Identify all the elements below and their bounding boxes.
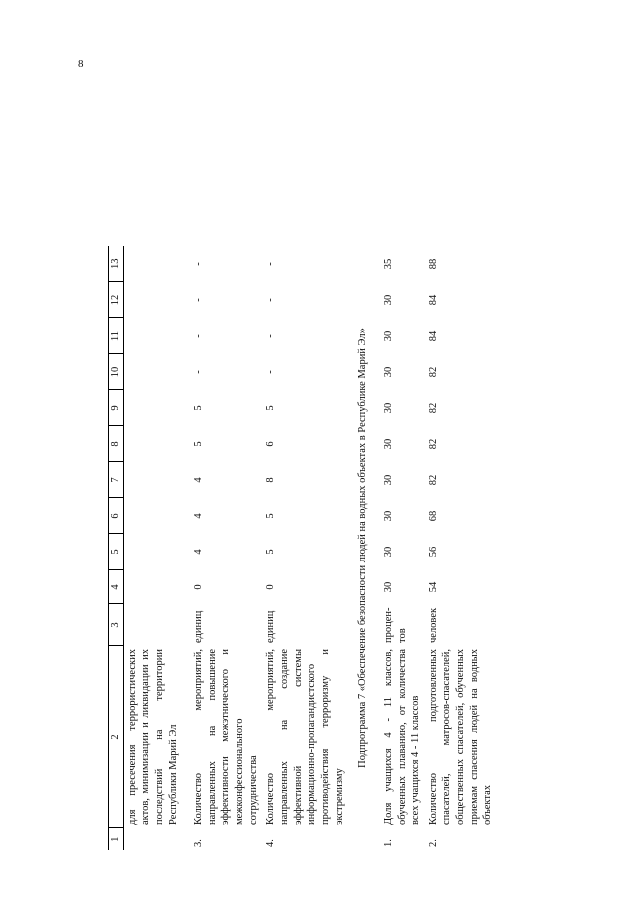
- indicator-name: для пресечения террористических актов, минимизации и ликвидации их последствий на территории Республики Марий Эл: [126, 649, 179, 825]
- header-cell: 10: [109, 354, 124, 390]
- subprogram-row: [348, 246, 380, 850]
- value-cell: 54: [427, 581, 439, 593]
- row-number: 3.: [193, 839, 205, 847]
- value-cell: 5: [193, 405, 205, 411]
- value-cell: 5: [265, 405, 277, 411]
- value-cell: 68: [427, 510, 439, 522]
- header-row: [109, 246, 124, 850]
- value-cell: 5: [265, 549, 277, 555]
- unit-cell: процен-тов: [382, 607, 408, 643]
- value-cell: 4: [193, 477, 205, 483]
- value-cell: -: [193, 334, 205, 338]
- value-cell: 30: [382, 294, 394, 306]
- value-cell: 84: [427, 294, 439, 306]
- header-cell: 1: [109, 828, 124, 850]
- table-row: [425, 246, 497, 850]
- value-cell: 6: [265, 441, 277, 447]
- header-cell: 3: [109, 604, 124, 646]
- table-row: [380, 246, 425, 850]
- header-cell: 12: [109, 282, 124, 318]
- value-cell: -: [265, 334, 277, 338]
- unit-cell: единиц: [193, 610, 205, 643]
- header-cell: 2: [109, 646, 124, 828]
- indicator-name: Доля учащихся 4 - 11 классов, обученных плаванию, от количества всех учащихся 4 - 11 классов: [382, 649, 422, 825]
- value-cell: 35: [382, 258, 394, 270]
- table-row: [262, 246, 348, 850]
- value-cell: 82: [427, 438, 439, 450]
- header-cell: 6: [109, 498, 124, 534]
- value-cell: 5: [193, 441, 205, 447]
- subprogram-title: Подпрограмма 7 «Обеспечение безопасности людей на водных объектах в Республике Марий Эл»: [357, 328, 369, 768]
- value-cell: 30: [382, 474, 394, 486]
- header-cell: 13: [109, 246, 124, 282]
- value-cell: 82: [427, 402, 439, 414]
- header-cell: 8: [109, 426, 124, 462]
- header-cell: 11: [109, 318, 124, 354]
- row-number: 2.: [427, 839, 439, 847]
- table-row: [123, 246, 190, 850]
- value-cell: 4: [193, 513, 205, 519]
- value-cell: 82: [427, 366, 439, 378]
- rotated-table-container: [108, 70, 528, 850]
- indicator-name: Количество мероприятий, направленных на повышение эффективности межэтнического и межконфессионального сотрудничества: [193, 649, 259, 825]
- value-cell: 30: [382, 330, 394, 342]
- unit-cell: человек: [427, 607, 439, 643]
- value-cell: 84: [427, 330, 439, 342]
- value-cell: 30: [382, 402, 394, 414]
- value-cell: -: [265, 298, 277, 302]
- value-cell: 30: [382, 546, 394, 558]
- value-cell: 5: [265, 513, 277, 519]
- value-cell: -: [193, 298, 205, 302]
- value-cell: 88: [427, 258, 439, 270]
- indicator-name: Количество мероприятий, направленных на создание эффективной системы информационно-пропагандистского противодействия терроризму и экстремизму: [265, 649, 345, 825]
- value-cell: -: [265, 262, 277, 266]
- value-cell: 0: [265, 584, 277, 590]
- value-cell: 82: [427, 474, 439, 486]
- value-cell: 56: [427, 546, 439, 558]
- value-cell: 30: [382, 438, 394, 450]
- value-cell: 0: [193, 584, 205, 590]
- value-cell: 30: [382, 581, 394, 593]
- header-cell: 7: [109, 462, 124, 498]
- unit-cell: единиц: [265, 610, 277, 643]
- value-cell: 30: [382, 366, 394, 378]
- page-number: 8: [78, 58, 84, 70]
- row-number: 1.: [382, 839, 394, 847]
- header-cell: 5: [109, 534, 124, 570]
- header-cell: 9: [109, 390, 124, 426]
- value-cell: -: [193, 370, 205, 374]
- value-cell: -: [193, 262, 205, 266]
- indicator-name: Количество подготовленных спасателей, матросов-спасателей, общественных спасателей, обученных приемам спасения людей на водных объектах: [427, 649, 494, 825]
- row-number: 4.: [265, 839, 277, 847]
- indicators-table: [108, 246, 497, 850]
- value-cell: 8: [265, 477, 277, 483]
- value-cell: 30: [382, 510, 394, 522]
- table-row: [190, 246, 262, 850]
- header-cell: 4: [109, 570, 124, 604]
- value-cell: 4: [193, 549, 205, 555]
- value-cell: -: [265, 370, 277, 374]
